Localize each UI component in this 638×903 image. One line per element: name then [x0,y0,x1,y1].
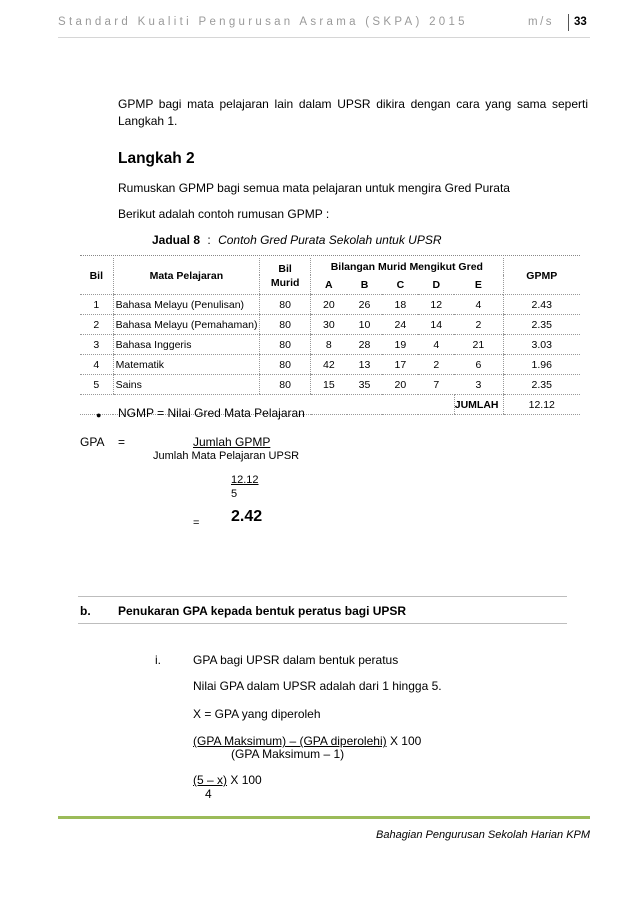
cell-gpmp: 2.35 [503,375,580,395]
cell-murid: 80 [260,375,311,395]
cell-bil: 4 [80,355,113,375]
item-i-title: GPA bagi UPSR dalam bentuk peratus [193,653,399,667]
section-b-top-line [78,596,567,597]
item-i-line2: X = GPA yang diperoleh [193,707,321,721]
cell-bil: 3 [80,335,113,355]
cell-a: 15 [311,375,347,395]
gpa-label: GPA [80,435,105,449]
table-row [80,355,580,375]
th-bil-murid-line2: Murid [270,277,300,289]
cell-b: 28 [347,335,383,355]
formula1-numerator-text: (GPA Maksimum) – (GPA diperolehi) [193,734,387,748]
table-top-border [80,255,580,256]
table-row [80,335,580,355]
total-label: JUMLAH [454,395,503,415]
cell-bil: 2 [80,315,113,335]
cell-subject: Bahasa Melayu (Penulisan) [113,295,260,315]
cell-gpmp: 2.43 [503,295,580,315]
cell-subject: Bahasa Inggeris [113,335,260,355]
cell-a: 42 [311,355,347,375]
gpa-result: 2.42 [231,508,263,525]
cell-c: 18 [382,295,418,315]
item-i-line1: Nilai GPA dalam UPSR adalah dari 1 hingga 5. [193,679,442,693]
item-i-numeral: i. [155,653,161,667]
cell-gpmp: 3.03 [503,335,580,355]
cell-a: 8 [311,335,347,355]
formula2-numerator-text: (5 – x) [193,773,228,787]
langkah2-line1: Rumuskan GPMP bagi semua mata pelajaran untuk mengira Gred Purata [118,181,510,195]
th-grade-d: D [418,275,454,295]
table-caption [152,232,442,249]
intro-paragraph: GPMP bagi mata pelajaran lain dalam UPSR dikira dengan cara yang sama seperti Langkah 1. [118,97,588,128]
gpa-num-value-text: 12.12 [231,474,259,486]
section-b-title: Penukaran GPA kepada bentuk peratus bagi UPSR [118,604,407,618]
header-divider [58,37,590,38]
gpa-numerator-text: Jumlah GPMP [193,435,271,449]
section-b-bottom-line [78,623,567,624]
formula1-multiplier: X 100 [386,734,422,748]
table-caption-sep: : [207,233,211,247]
ngmp-note: NGMP = Nilai Gred Mata Pelajaran [118,406,305,420]
cell-d: 2 [418,355,454,375]
cell-c: 24 [382,315,418,335]
gpa-equals: = [118,435,126,449]
cell-subject: Bahasa Melayu (Pemahaman) [113,315,260,335]
table-row [80,315,580,335]
cell-c: 19 [382,335,418,355]
gpa-denominator: Jumlah Mata Pelajaran UPSR [153,450,300,462]
formula2-multiplier: X 100 [227,773,262,787]
formula2-denominator: 4 [205,787,212,801]
th-mata-pelajaran: Mata Pelajaran [113,258,260,295]
cell-bil: 1 [80,295,113,315]
th-grade-group: Bilangan Murid Mengikut Gred [311,258,503,275]
cell-murid: 80 [260,295,311,315]
header-title: Standard Kualiti Pengurusan Asrama (SKPA) 2015 [58,16,468,28]
header-page-label: m/s [528,16,555,28]
gpa-den-value: 5 [231,488,238,500]
table-caption-label: Jadual 8 [152,233,201,247]
cell-a: 30 [311,315,347,335]
cell-murid: 80 [260,335,311,355]
gpmp-table [80,258,580,415]
th-bil-murid [260,258,311,295]
cell-b: 26 [347,295,383,315]
cell-b: 35 [347,375,383,395]
bullet-icon: ● [96,410,102,420]
th-bil: Bil [80,258,113,295]
cell-c: 17 [382,355,418,375]
cell-subject: Sains [113,375,260,395]
th-bil-murid-line1: Bil [278,263,292,275]
langkah2-line2: Berikut adalah contoh rumusan GPMP : [118,207,330,221]
section-b-letter: b. [80,604,91,618]
th-grade-b: B [347,275,383,295]
gpa-result-equals: = [193,517,200,529]
header-page-number: 33 [574,16,587,28]
cell-gpmp: 1.96 [503,355,580,375]
table-row [80,295,580,315]
header-separator [568,14,569,31]
th-grade-a: A [311,275,347,295]
cell-murid: 80 [260,355,311,375]
langkah2-heading: Langkah 2 [118,150,195,167]
cell-a: 20 [311,295,347,315]
cell-subject: Matematik [113,355,260,375]
cell-c: 20 [382,375,418,395]
cell-d: 14 [418,315,454,335]
cell-b: 13 [347,355,383,375]
th-gpmp: GPMP [503,258,580,295]
table-caption-title: Contoh Gred Purata Sekolah untuk UPSR [218,233,442,247]
cell-e: 4 [454,295,503,315]
cell-e: 2 [454,315,503,335]
cell-e: 6 [454,355,503,375]
cell-e: 3 [454,375,503,395]
cell-gpmp: 2.35 [503,315,580,335]
cell-b: 10 [347,315,383,335]
th-grade-e: E [454,275,503,295]
cell-bil: 5 [80,375,113,395]
cell-e: 21 [454,335,503,355]
cell-d: 7 [418,375,454,395]
total-value: 12.12 [503,395,580,415]
footer-text: Bahagian Pengurusan Sekolah Harian KPM [376,829,591,841]
th-grade-c: C [382,275,418,295]
table-row [80,375,580,395]
footer-divider [58,816,590,819]
formula1-denominator: (GPA Maksimum – 1) [231,747,345,761]
cell-d: 4 [418,335,454,355]
cell-d: 12 [418,295,454,315]
formula2-numerator [193,772,262,789]
cell-murid: 80 [260,315,311,335]
